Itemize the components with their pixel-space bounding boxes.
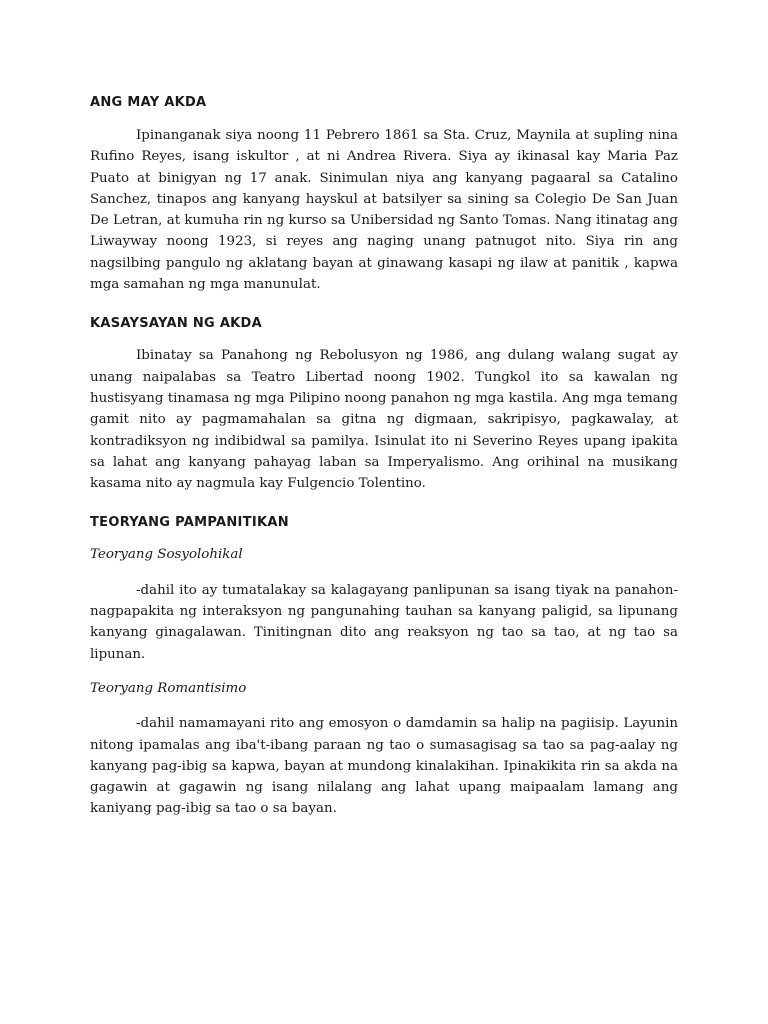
history-paragraph: Ibinatay sa Panahong ng Rebolusyon ng 1986, ang dulang walang sugat ay unang naipalabas sa Teatro Libertad noong 1902. Tungkol ito sa kawalan ng hustisyang tinamasa ng mga Pilipino noong panahon ng mga kastila. Ang mga temang gamit nito ay pagmamahalan sa gitna ng digmaan, sakripisyo, pagkawalay, at kontradiksyon ng indibidwal sa pamilya. Isinulat ito ni Severino Reyes upang ipakita sa lahat ang kanyang pahayag laban sa Imperyalismo. Ang orihinal na musikang kasama nito ay nagmula kay Fulgencio Tolentino. [90,348,678,492]
section-heading-author: ANG MAY AKDA [90,95,207,110]
document-body [90,93,678,820]
romantisimo-paragraph: -dahil namamayani rito ang emosyon o damdamin sa halip na pagiisip. Layunin nitong ipamalas ang iba't-ibang paraan ng tao o sumasagisag sa tao sa pag-aalay ng kanyang pag-ibig sa kapwa, bayan at mundong kinalakihan. Ipinakikita rin sa akda na gagawin at gagawin ng isang nilalang ang lahat upang maipaalam lamang ang kaniyang pag-ibig sa tao o sa bayan. [90,716,678,817]
author-paragraph: Ipinanganak siya noong 11 Pebrero 1861 sa Sta. Cruz, Maynila at supling nina Rufino Reyes, isang iskultor , at ni Andrea Rivera. Siya ay ikinasal kay Maria Paz Puato at binigyan ng 17 anak. Sinimulan niya ang kanyang pagaaral sa Catalino Sanchez, tinapos ang kanyang hayskul at batsilyer sa sining sa Colegio De San Juan De Letran, at kumuha rin ng kurso sa Unibersidad ng Santo Tomas. Nang itinatag ang Liwayway noong 1923, si reyes ang naging unang patnugot nito. Siya rin ang nagsilbing pangulo ng aklatang bayan at ginawang kasapi ng ilaw at panitik , kapwa mga samahan ng mga manunulat. [90,128,678,293]
sosyolohikal-paragraph: -dahil ito ay tumatalakay sa kalagayang panlipunan sa isang tiyak na panahon- nagpapakita ng interaksyon ng pangunahing tauhan sa kanyang paligid, sa lipunang kanyang ginagalawan. Tinitingnan dito ang reaksyon ng tao sa tao, at ng tao sa lipunan. [90,582,678,662]
section-heading-history: KASAYSAYAN NG AKDA [90,316,263,332]
subheading-romantisimo: Teoryang Romantisimo [90,680,247,696]
subheading-sosyolohikal: Teoryang Sosyolohikal [90,547,243,563]
section-heading-theory: TEORYANG PAMPANITIKAN [90,515,289,531]
